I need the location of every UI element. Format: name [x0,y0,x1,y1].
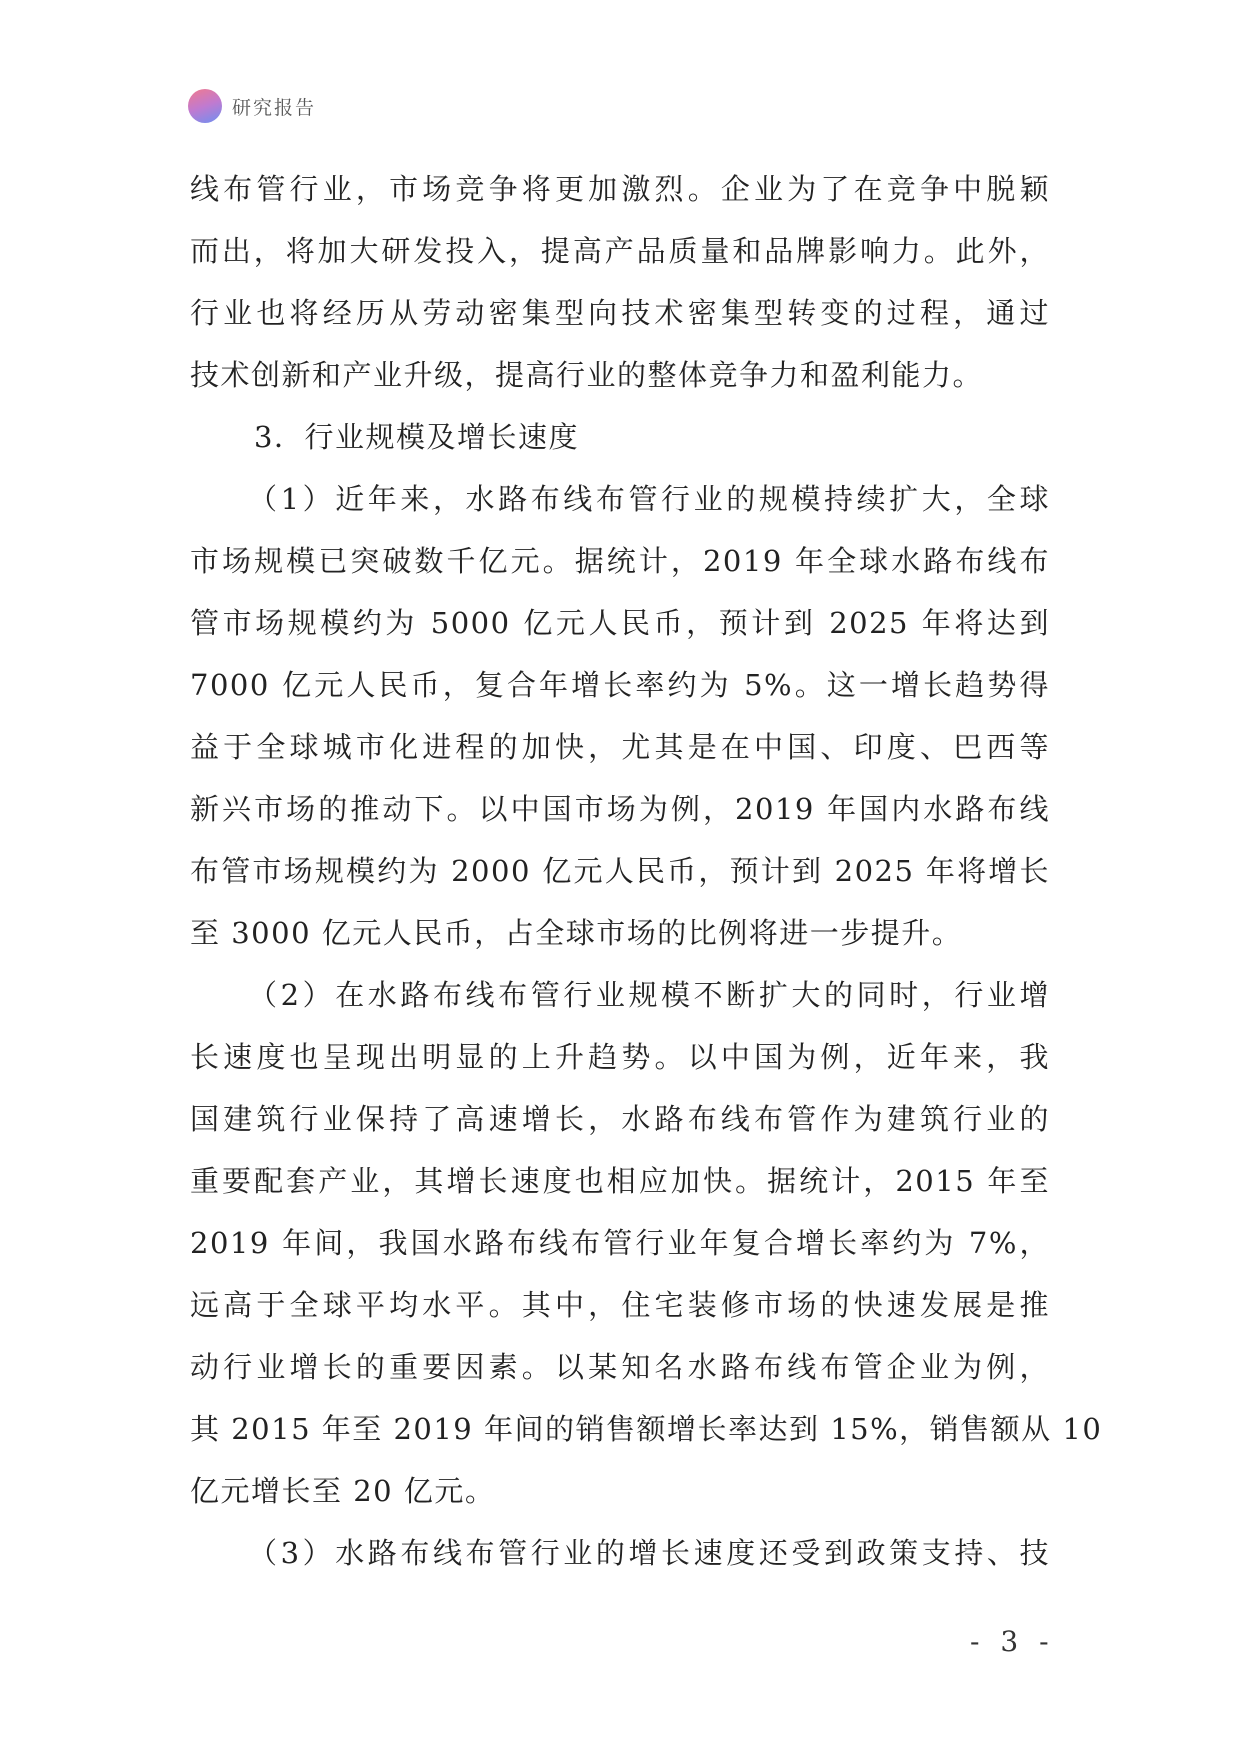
body-line: 7000 亿元人民币，复合年增长率约为 5%。这一增长趋势得 [190,668,1050,702]
body-line: （1）近年来，水路布线布管行业的规模持续扩大，全球 [248,482,1050,516]
report-logo-icon [188,89,222,123]
body-line: （2）在水路布线布管行业规模不断扩大的同时，行业增 [248,978,1050,1012]
body-line: 而出，将加大研发投入，提高产品质量和品牌影响力。此外， [190,234,1050,268]
page-number: - 3 - [970,1625,1055,1658]
body-line: 至 3000 亿元人民币，占全球市场的比例将进一步提升。 [190,916,963,950]
body-line: 管市场规模约为 5000 亿元人民币，预计到 2025 年将达到 [190,606,1050,640]
body-line: 亿元增长至 20 亿元。 [190,1474,496,1508]
page-header [188,88,316,124]
body-line: （3）水路布线布管行业的增长速度还受到政策支持、技 [248,1536,1050,1570]
body-line: 市场规模已突破数千亿元。据统计，2019 年全球水路布线布 [190,544,1050,578]
body-line: 远高于全球平均水平。其中，住宅装修市场的快速发展是推 [190,1288,1050,1322]
body-line: 重要配套产业，其增长速度也相应加快。据统计，2015 年至 [190,1164,1050,1198]
body-line: 2019 年间，我国水路布线布管行业年复合增长率约为 7%， [190,1226,1050,1260]
body-line: 布管市场规模约为 2000 亿元人民币，预计到 2025 年将增长 [190,854,1050,888]
body-line: 新兴市场的推动下。以中国市场为例，2019 年国内水路布线 [190,792,1050,826]
body-line: 线布管行业，市场竞争将更加激烈。企业为了在竞争中脱颖 [190,172,1050,206]
body-line: 其 2015 年至 2019 年间的销售额增长率达到 15%，销售额从 10 [190,1412,1103,1446]
document-body [190,158,1103,1584]
body-line: 国建筑行业保持了高速增长，水路布线布管作为建筑行业的 [190,1102,1050,1136]
header-label: 研究报告 [232,96,317,119]
section-heading: 3．行业规模及增长速度 [254,420,579,454]
body-line: 益于全球城市化进程的加快，尤其是在中国、印度、巴西等 [190,730,1050,764]
body-line: 行业也将经历从劳动密集型向技术密集型转变的过程，通过 [190,296,1050,330]
body-line: 长速度也呈现出明显的上升趋势。以中国为例，近年来，我 [190,1040,1050,1074]
body-line: 动行业增长的重要因素。以某知名水路布线布管企业为例， [190,1350,1050,1384]
body-line: 技术创新和产业升级，提高行业的整体竞争力和盈利能力。 [190,358,984,392]
